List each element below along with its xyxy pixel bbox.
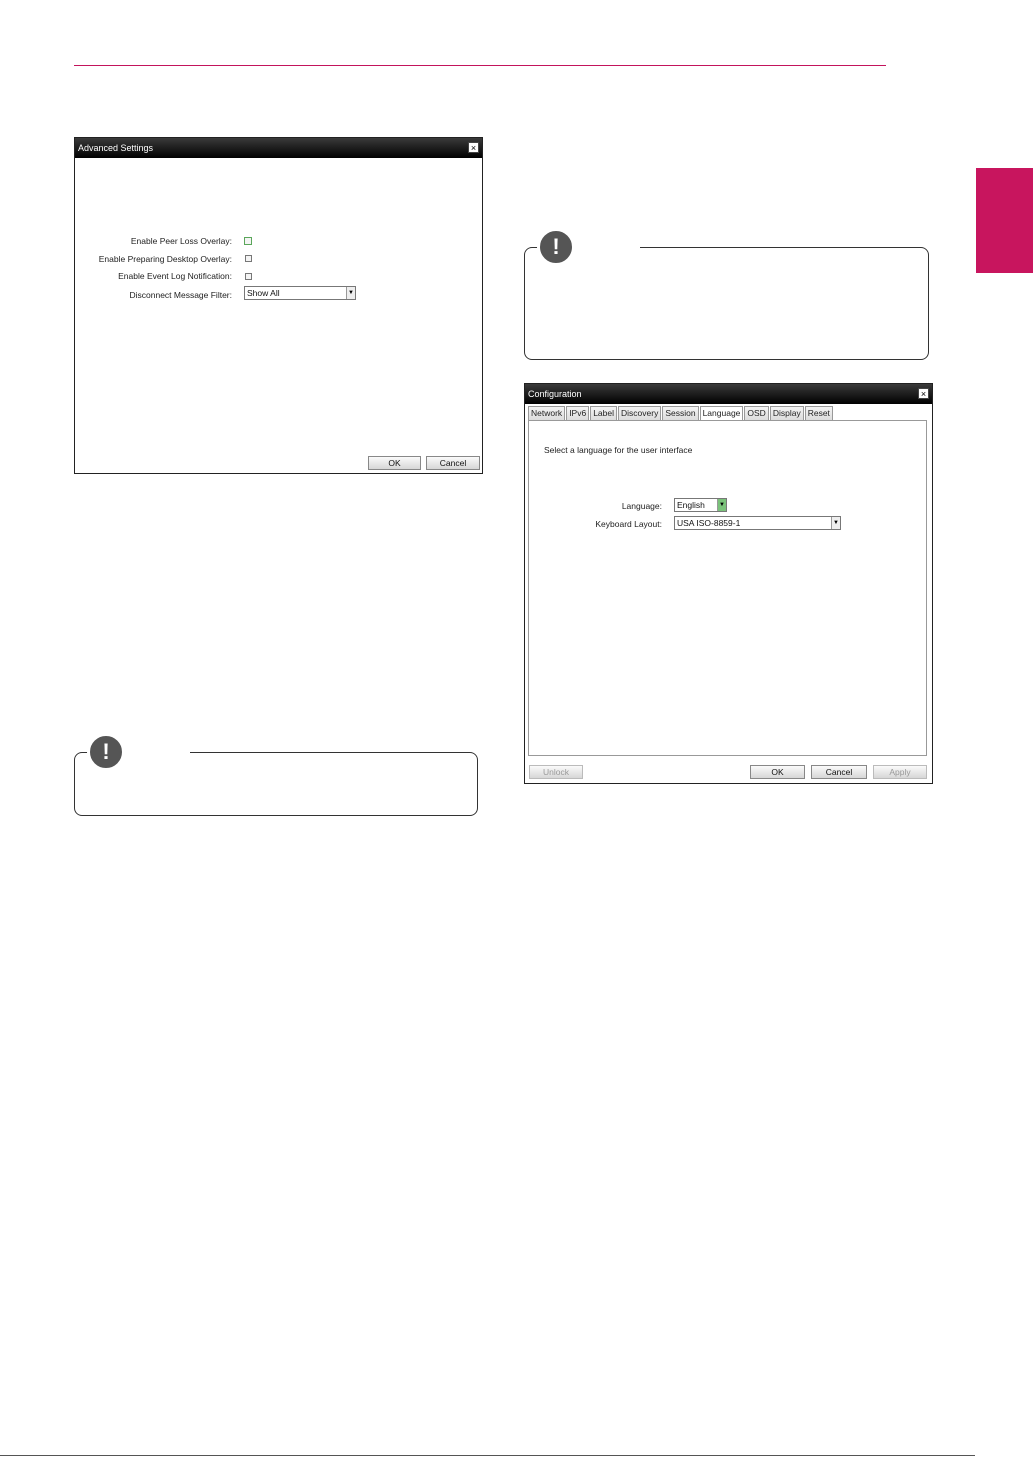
footer-rule (0, 1455, 975, 1456)
keyboard-layout-value: USA ISO-8859-1 (677, 518, 741, 528)
tab-network[interactable]: Network (528, 406, 565, 420)
tab-display[interactable]: Display (770, 406, 804, 420)
note-box-right (524, 247, 929, 360)
tab-ipv6[interactable]: IPv6 (566, 406, 589, 420)
dialog-title: Configuration (528, 389, 582, 399)
unlock-button[interactable]: Unlock (529, 765, 583, 779)
language-value: English (677, 500, 705, 510)
peer-loss-checkbox[interactable] (244, 237, 252, 245)
ok-button[interactable]: OK (750, 765, 805, 779)
advanced-settings-dialog (74, 137, 483, 474)
configuration-titlebar (525, 384, 932, 404)
tab-label[interactable]: Label (590, 406, 617, 420)
keyboard-layout-label: Keyboard Layout: (595, 519, 662, 529)
event-log-label: Enable Event Log Notification: (118, 271, 232, 281)
chevron-down-icon: ▼ (831, 517, 840, 529)
keyboard-layout-select[interactable] (674, 516, 841, 530)
event-log-checkbox[interactable] (245, 273, 252, 280)
note-icon: ! (87, 733, 125, 771)
note-right-rule (572, 247, 640, 248)
header-rule (74, 65, 886, 66)
tab-discovery[interactable]: Discovery (618, 406, 661, 420)
configuration-dialog (524, 383, 933, 784)
chevron-down-icon: ▼ (346, 287, 355, 299)
close-icon[interactable]: × (918, 388, 929, 399)
dialog-title: Advanced Settings (78, 143, 154, 153)
tab-session[interactable]: Session (662, 406, 698, 420)
cancel-button[interactable]: Cancel (811, 765, 867, 779)
tab-reset[interactable]: Reset (805, 406, 833, 420)
preparing-desktop-label: Enable Preparing Desktop Overlay: (98, 254, 232, 264)
advanced-settings-titlebar (75, 138, 482, 158)
peer-loss-label: Enable Peer Loss Overlay: (130, 236, 232, 246)
apply-button[interactable]: Apply (873, 765, 927, 779)
chevron-down-icon: ▼ (717, 499, 726, 511)
language-label: Language: (621, 501, 662, 511)
disconnect-filter-value: Show All (247, 288, 280, 298)
tab-language[interactable]: Language (700, 406, 744, 421)
chapter-side-tab (976, 168, 1033, 273)
ok-button[interactable]: OK (368, 456, 421, 470)
disconnect-filter-select[interactable] (244, 286, 356, 300)
config-tabs (528, 406, 834, 420)
language-intro-text: Select a language for the user interface (544, 445, 693, 455)
language-select[interactable] (674, 498, 727, 512)
disconnect-filter-label: Disconnect Message Filter: (129, 290, 232, 300)
tab-osd[interactable]: OSD (744, 406, 768, 420)
note-icon: ! (537, 228, 575, 266)
cancel-button[interactable]: Cancel (426, 456, 480, 470)
note-left-rule (120, 752, 190, 753)
close-icon[interactable]: × (468, 142, 479, 153)
language-panel (528, 420, 927, 756)
preparing-desktop-checkbox[interactable] (245, 255, 252, 262)
note-box-left (74, 752, 478, 816)
